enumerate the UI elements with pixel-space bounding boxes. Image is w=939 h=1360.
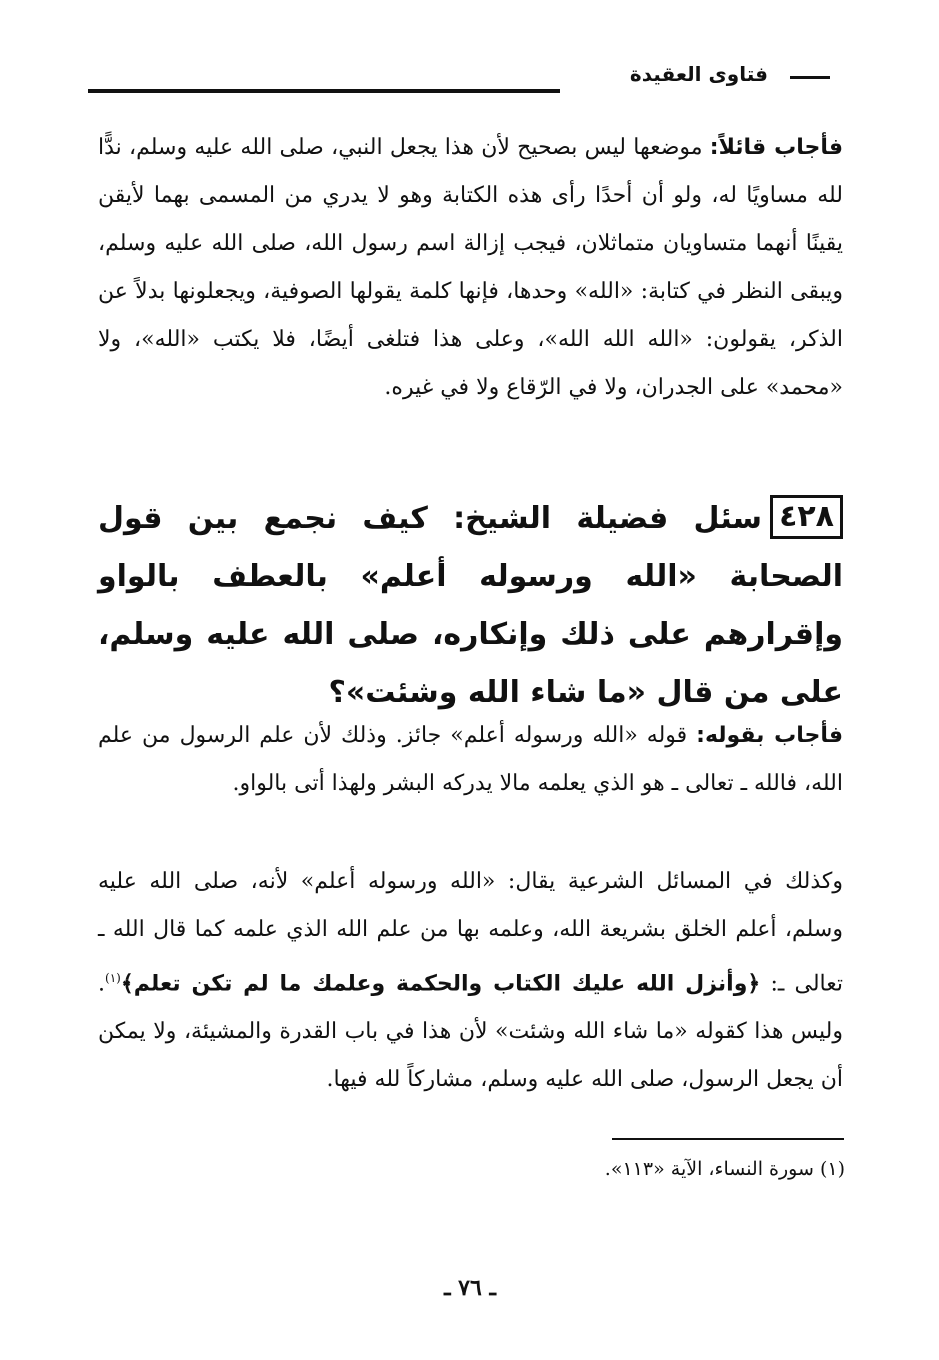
book-title: فتاوى العقيدة xyxy=(629,62,768,86)
header-rule-long xyxy=(88,89,560,93)
answer-paragraph-1 xyxy=(98,124,843,412)
running-header xyxy=(88,58,830,98)
answer-lead: فأجاب قائلاً: xyxy=(709,135,843,160)
question-text: سئل فضيلة الشيخ: كيف نجمع بين قول الصحابة «الله ورسوله أعلم» بالعطف بالواو وإقرارهم على ذلك وإنكاره، صلى الله عليه وسلم، على من قال «ما شاء الله وشئت»؟ xyxy=(98,501,843,710)
footnote-divider xyxy=(612,1138,844,1140)
question-number: ٤٢٨ xyxy=(770,495,843,539)
footnote-reference: (١) xyxy=(105,971,121,985)
answer-paragraph-3 xyxy=(98,858,843,1104)
paragraph-text-before: وكذلك في المسائل الشرعية يقال: «الله ورسوله أعلم» لأنه، صلى الله عليه وسلم، أعلم الخلق بشريعة الله، وعلمه بها من علم الله الذي علمه كما قال الله ـ تعالى ـ: xyxy=(98,869,843,997)
footnote: (١) سورة النساء، الآية «١١٣». xyxy=(604,1158,845,1180)
answer-text: قوله «الله ورسوله أعلم» جائز. وذلك لأن علم الرسول من علم الله، فالله ـ تعالى ـ هو الذي يعلمه مالا يدركه البشر ولهذا أتى بالواو. xyxy=(98,723,843,796)
answer-paragraph-2 xyxy=(98,712,843,808)
paragraph-text-after: . وليس هذا كقوله «ما شاء الله وشئت» لأن هذا في باب القدرة والمشيئة، ولا يمكن أن يجعل الرسول، صلى الله عليه وسلم، مشاركاً لله فيها. xyxy=(98,971,843,1093)
answer-lead: فأجاب بقوله: xyxy=(696,723,843,748)
page-number: ـ ٧٦ ـ xyxy=(444,1275,496,1301)
question-block xyxy=(98,490,843,722)
answer-text: موضعها ليس بصحيح لأن هذا يجعل النبي، صلى الله عليه وسلم، ندًّا لله مساويًا له، ولو أن أحدًا رأى هذه الكتابة وهو لا يدري من المسمى بهما لأيقن يقينًا أنهما متساويان متماثلان، فيجب إزالة اسم رسول الله، صلى الله عليه وسلم، ويبقى النظر في كتابة: «الله» وحدها، فإنها كلمة يقولها الصوفية، ويجعلونها بدلاً عن الذكر، يقولون: «الله الله الله»، وعلى هذا فتلغى أيضًا، فلا يكتب «الله»، ولا «محمد» على الجدران، ولا في الرّقاع ولا في غيره. xyxy=(98,135,843,400)
quran-verse: ﴿وأنزل الله عليك الكتاب والحكمة وعلمك ما لم تكن تعلم﴾ xyxy=(120,971,761,997)
header-rule-short xyxy=(790,76,830,79)
